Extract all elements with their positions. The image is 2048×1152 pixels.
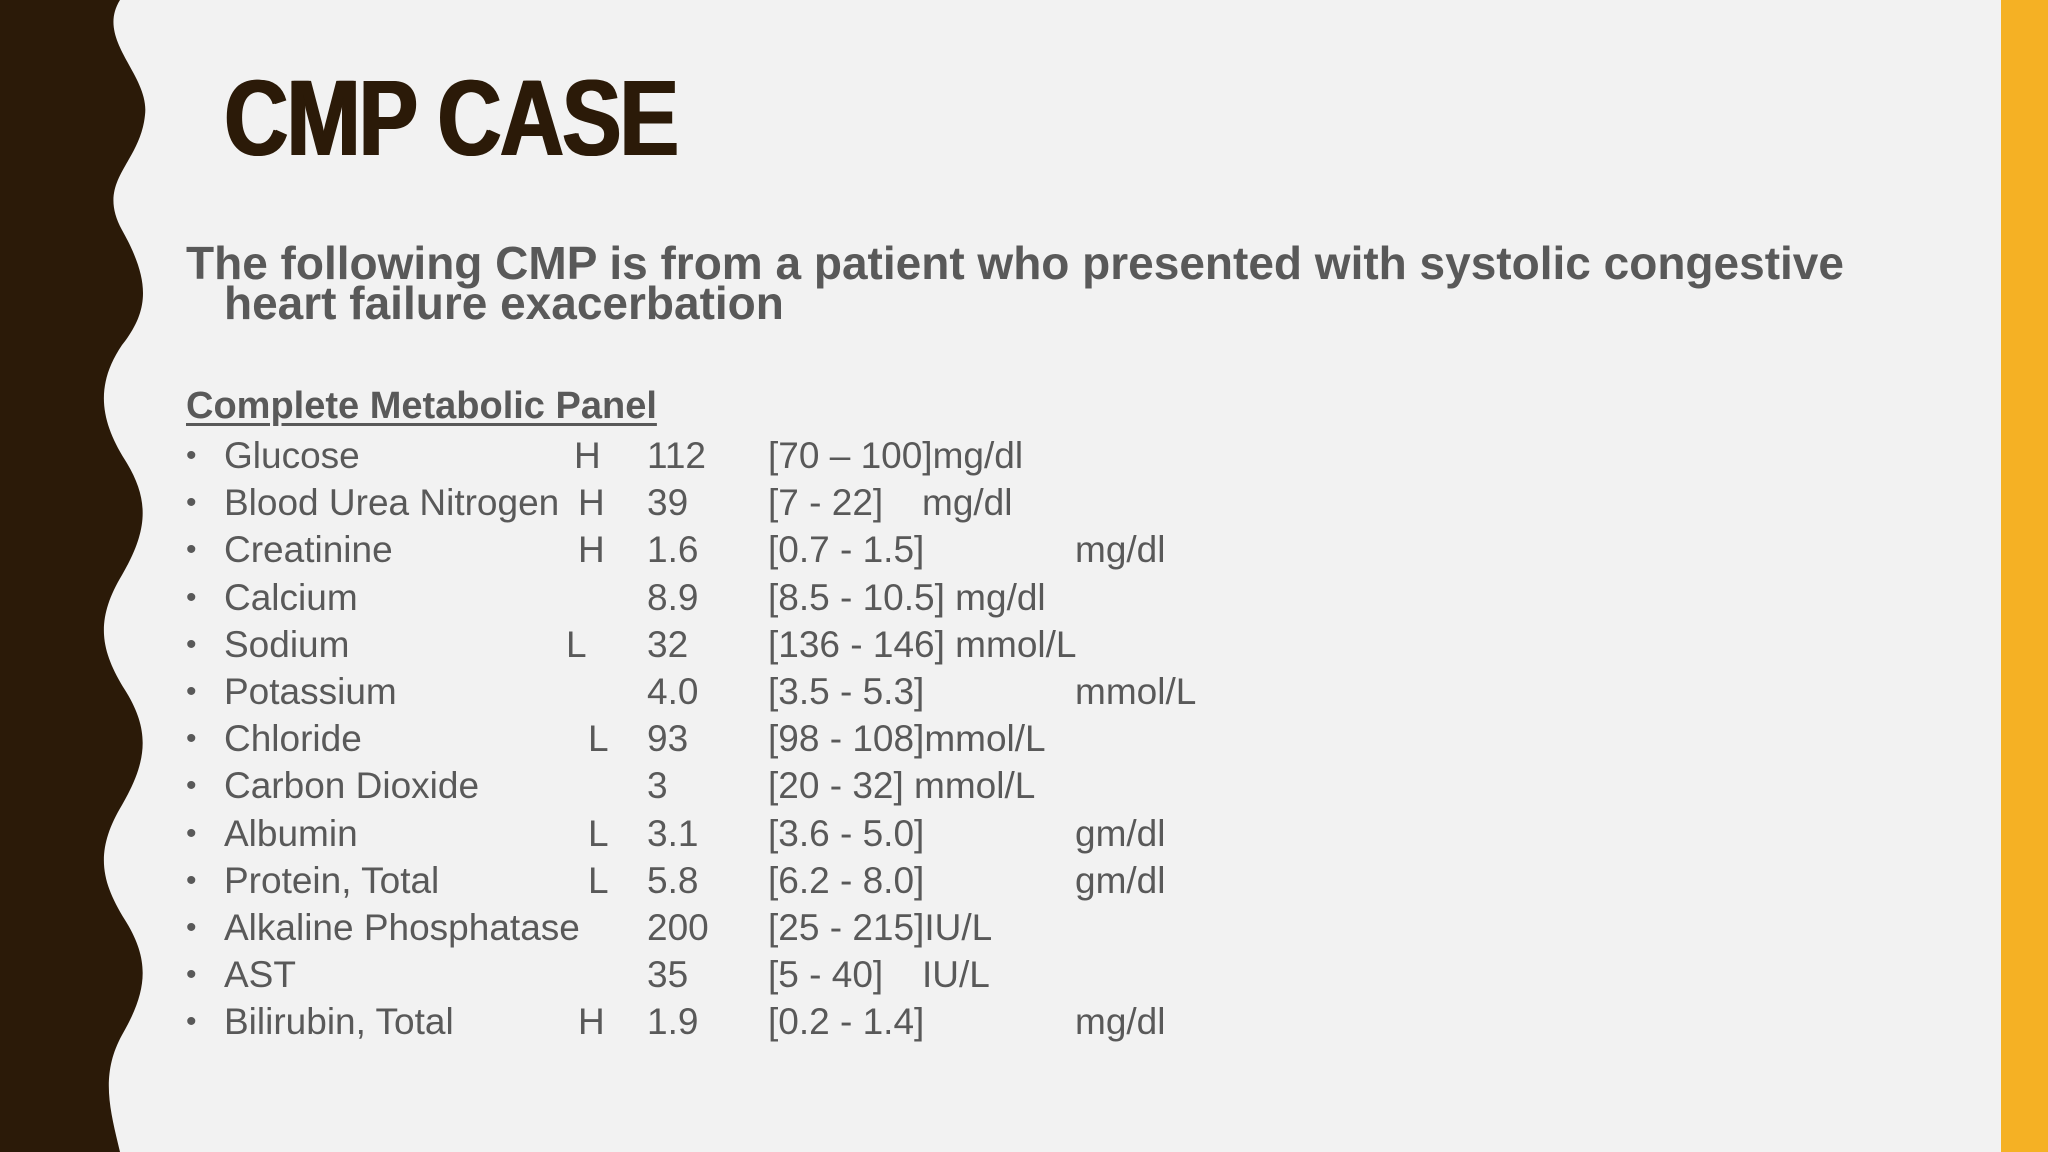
lab-unit: IU/L bbox=[922, 954, 990, 996]
lab-value: 32 bbox=[647, 623, 689, 665]
lab-flag: L bbox=[588, 859, 609, 901]
lab-name: Protein, Total bbox=[224, 859, 440, 901]
bullet-marker: • bbox=[186, 958, 197, 992]
lab-unit: mmol/L bbox=[1075, 670, 1197, 712]
lab-value: 35 bbox=[647, 954, 689, 996]
accent-bar bbox=[2001, 0, 2048, 1152]
lab-value: 1.9 bbox=[647, 1001, 699, 1043]
lab-unit: gm/dl bbox=[1075, 812, 1166, 854]
bullet-marker: • bbox=[186, 910, 197, 944]
lab-name: Bilirubin, Total bbox=[224, 1001, 454, 1043]
lab-unit: mg/dl bbox=[922, 482, 1013, 524]
lab-name: Glucose bbox=[224, 435, 360, 476]
bullet-marker: • bbox=[186, 533, 197, 567]
lab-range: [20 - 32] mmol/L bbox=[768, 765, 1036, 807]
lab-name: Blood Urea Nitrogen bbox=[224, 482, 560, 524]
bullet-marker: • bbox=[186, 627, 197, 661]
bullet-marker: • bbox=[186, 486, 197, 520]
bullet-marker: • bbox=[186, 439, 197, 472]
intro-text: The following CMP is from a patient who presented with systolic congestive heart failure exacerbation bbox=[186, 237, 1844, 329]
lab-flag: H bbox=[578, 529, 605, 571]
lab-flag: H bbox=[578, 482, 605, 524]
lab-name: Carbon Dioxide bbox=[224, 765, 480, 807]
bullet-marker: • bbox=[186, 674, 197, 708]
lab-unit: mg/dl bbox=[1075, 1001, 1166, 1043]
lab-range: [0.7 - 1.5] bbox=[768, 529, 925, 571]
lab-name: Potassium bbox=[224, 670, 397, 712]
lab-range: [0.2 - 1.4] bbox=[768, 1001, 925, 1043]
lab-value: 112 bbox=[647, 435, 706, 476]
lab-flag: H bbox=[578, 1001, 605, 1043]
lab-value: 4.0 bbox=[647, 670, 699, 712]
lab-value: 8.9 bbox=[647, 576, 699, 618]
bullet-marker: • bbox=[186, 863, 197, 897]
lab-flag: L bbox=[588, 812, 609, 854]
lab-name: Chloride bbox=[224, 718, 362, 760]
lab-flag: L bbox=[566, 623, 587, 665]
bullet-marker: • bbox=[186, 816, 197, 850]
lab-value: 5.8 bbox=[647, 859, 699, 901]
lab-name: Sodium bbox=[224, 623, 350, 665]
bullet-marker: • bbox=[186, 1005, 197, 1039]
lab-name: Creatinine bbox=[224, 529, 393, 571]
lab-range: [136 - 146] mmol/L bbox=[768, 623, 1077, 665]
bullet-marker: • bbox=[186, 769, 197, 803]
lab-range: [3.6 - 5.0] bbox=[768, 812, 925, 854]
bullet-marker: • bbox=[186, 580, 197, 614]
lab-name: Calcium bbox=[224, 576, 358, 618]
lab-unit: mg/dl bbox=[1075, 529, 1166, 571]
lab-range: [5 - 40] bbox=[768, 954, 884, 996]
lab-name: Alkaline Phosphatase bbox=[224, 906, 580, 948]
lab-flag: H bbox=[574, 435, 601, 476]
lab-range: [70 – 100]mg/dl bbox=[768, 435, 1024, 476]
decorative-wave-band bbox=[0, 0, 160, 1152]
lab-value: 39 bbox=[647, 482, 689, 524]
lab-value: 200 bbox=[647, 906, 709, 948]
lab-flag: L bbox=[588, 718, 609, 760]
bullet-marker: • bbox=[186, 722, 197, 756]
lab-name: Albumin bbox=[224, 812, 358, 854]
section-heading: Complete Metabolic Panel bbox=[186, 385, 657, 427]
lab-value: 3 bbox=[647, 765, 668, 807]
lab-value: 3.1 bbox=[647, 812, 699, 854]
lab-range: [8.5 - 10.5] mg/dl bbox=[768, 576, 1046, 618]
lab-range: [25 - 215]IU/L bbox=[768, 906, 993, 948]
lab-range: [7 - 22] bbox=[768, 482, 884, 524]
lab-range: [98 - 108]mmol/L bbox=[768, 718, 1046, 760]
lab-unit: gm/dl bbox=[1075, 859, 1166, 901]
lab-name: AST bbox=[224, 954, 296, 996]
lab-range: [3.5 - 5.3] bbox=[768, 670, 925, 712]
lab-value: 93 bbox=[647, 718, 689, 760]
lab-value: 1.6 bbox=[647, 529, 699, 571]
lab-range: [6.2 - 8.0] bbox=[768, 859, 925, 901]
slide-title: CMP CASE bbox=[224, 57, 677, 178]
